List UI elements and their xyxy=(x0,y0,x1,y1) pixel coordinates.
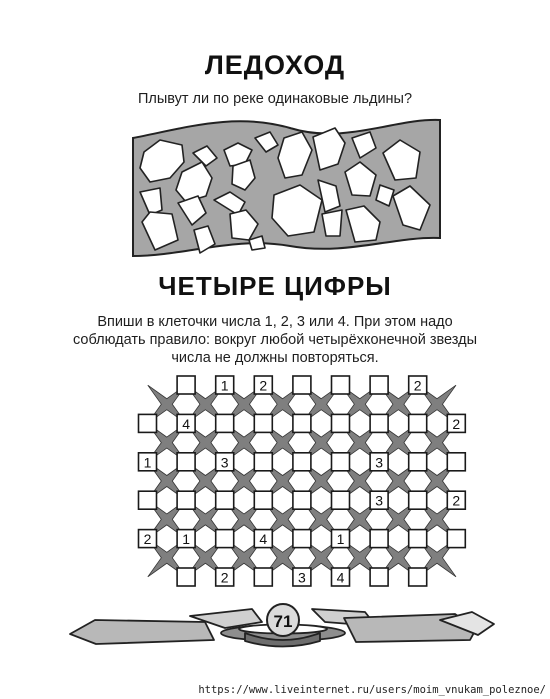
cell-number: 2 xyxy=(413,377,422,394)
cell-number: 3 xyxy=(375,492,383,509)
puzzle1-question: Плывут ли по реке одинаковые льдины? xyxy=(137,91,413,107)
cell-number: 2 xyxy=(452,415,461,432)
cell-number: 1 xyxy=(182,531,190,548)
cell-number: 1 xyxy=(143,454,152,471)
cell-number: 1 xyxy=(220,377,229,394)
cell-number: 2 xyxy=(143,531,152,548)
cell-number: 4 xyxy=(336,569,345,586)
source-url: https://www.liveinternet.ru/users/moim_vnukam_poleznoe/ xyxy=(198,684,546,696)
cell-number: 3 xyxy=(298,569,306,586)
cell-number: 4 xyxy=(182,415,190,432)
cell-number: 3 xyxy=(375,454,383,471)
puzzle2-rules: Впиши в клеточки числа 1, 2, 3 или 4. При этом надо соблюдать правило: вокруг любой четырёхконечной звезды числа не должны повторяться. xyxy=(73,314,477,366)
page-number: 71 xyxy=(273,612,293,631)
puzzle2-title: ЧЕТЫРЕ ЦИФРЫ xyxy=(158,271,392,301)
cell-number: 2 xyxy=(452,492,461,509)
cell-number: 2 xyxy=(259,377,268,394)
cell-number: 3 xyxy=(220,454,229,471)
cell-number: 1 xyxy=(336,531,345,548)
cell-number: 2 xyxy=(220,569,229,586)
puzzle1-title: ЛЕДОХОД xyxy=(204,50,346,80)
cell-number: 4 xyxy=(259,531,268,548)
